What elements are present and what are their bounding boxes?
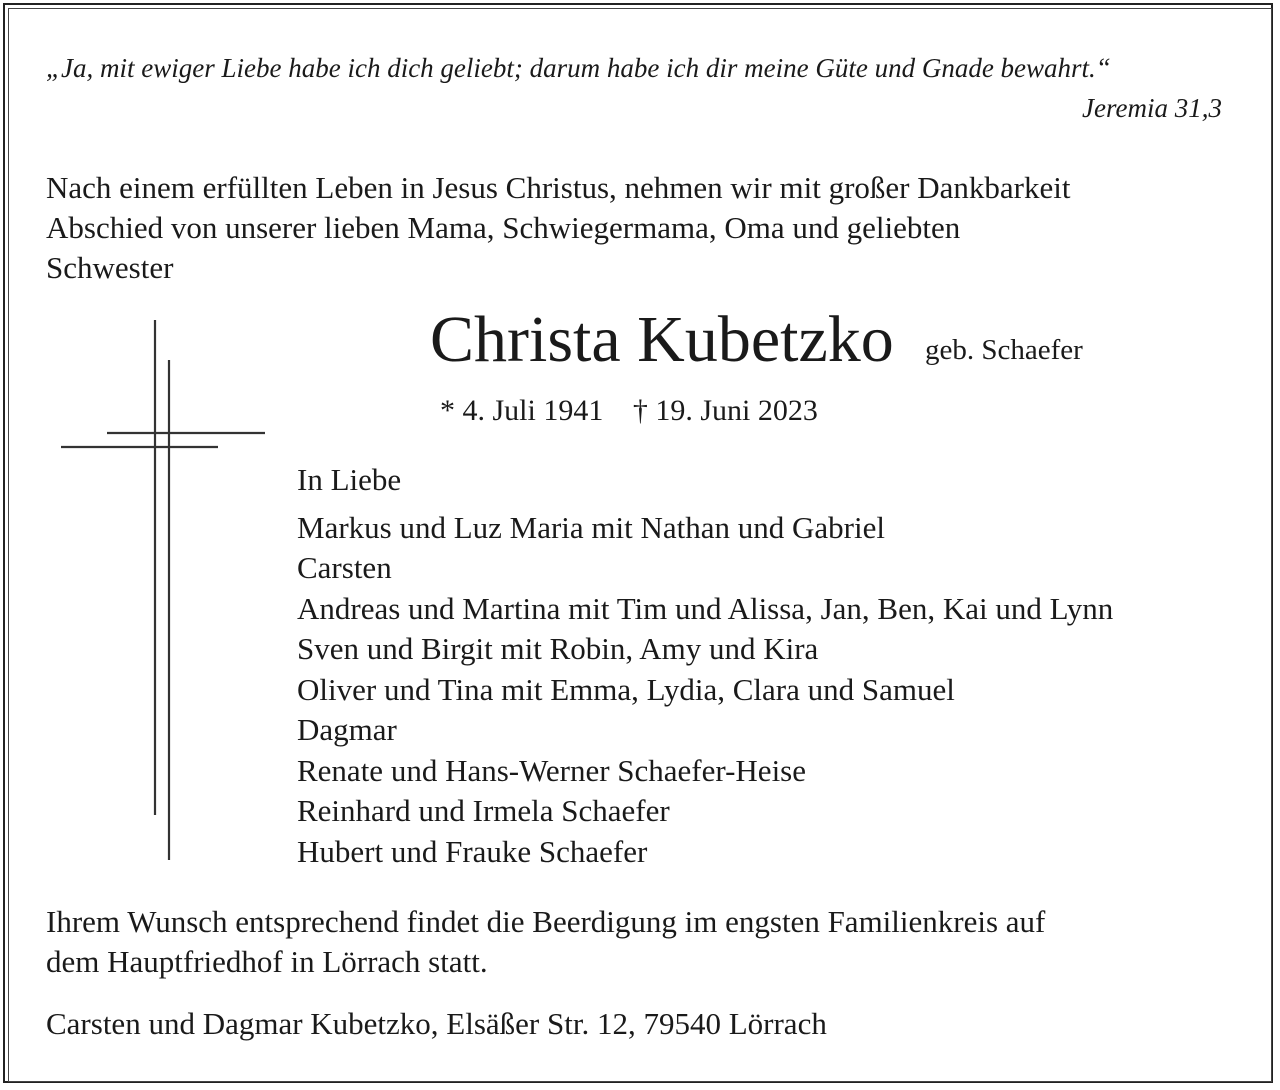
deceased-name: Christa Kubetzko [430, 303, 894, 376]
sender-address: Carsten und Dagmar Kubetzko, Elsäßer Str. 12, 79540 Lörrach [46, 1006, 827, 1041]
mourner-line: Hubert und Frauke Schaefer [297, 833, 648, 869]
bible-reference: Jeremia 31,3 [1082, 93, 1222, 123]
mourners-lead: In Liebe [297, 462, 402, 497]
intro-text [46, 168, 1246, 288]
bible-quote: „Ja, mit ewiger Liebe habe ich dich geliebt; darum habe ich dir meine Güte und Gnade bewahrt.“ [46, 53, 1111, 83]
mourner-line: Markus und Luz Maria mit Nathan und Gabriel [297, 509, 885, 545]
intro-line: Abschied von unserer lieben Mama, Schwiegermama, Oma und geliebten [46, 210, 961, 245]
mourner-line: Sven und Birgit mit Robin, Amy und Kira [297, 631, 819, 666]
mourner-line: Oliver und Tina mit Emma, Lydia, Clara und Samuel [297, 671, 955, 707]
mourner-line: Reinhard und Irmela Schaefer [297, 793, 670, 828]
mourner-line: Renate und Hans-Werner Schaefer-Heise [297, 752, 807, 788]
intro-line: Nach einem erfüllten Leben in Jesus Christus, nehmen wir mit großer Dankbarkeit [46, 170, 1071, 205]
life-dates [440, 392, 818, 430]
mourner-line: Carsten [297, 550, 392, 585]
intro-line: Schwester [46, 250, 174, 285]
mourner-line: Dagmar [297, 712, 397, 747]
birth-date: * 4. Juli 1941 [440, 394, 604, 427]
mourners-list [297, 460, 1113, 872]
maiden-name: geb. Schaefer [925, 334, 1083, 366]
funeral-notice [46, 902, 1045, 982]
death-date: † 19. Juni 2023 [632, 394, 818, 427]
cross-icon [55, 315, 270, 865]
mourner-line: Andreas und Martina mit Tim und Alissa, Jan, Ben, Kai und Lynn [297, 590, 1114, 626]
funeral-notice-line: Ihrem Wunsch entsprechend findet die Beerdigung im engsten Familienkreis auf [46, 904, 1046, 939]
funeral-notice-line: dem Hauptfriedhof in Lörrach statt. [46, 944, 488, 979]
